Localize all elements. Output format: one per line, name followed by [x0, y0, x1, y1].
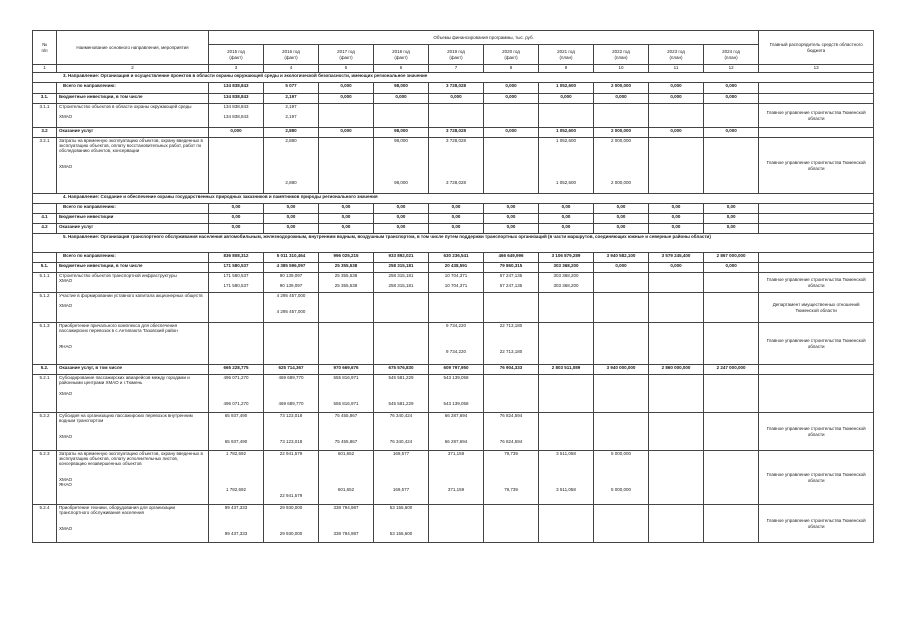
value-cell [649, 323, 704, 365]
header-row-index [33, 65, 874, 73]
value-cell [539, 293, 594, 323]
value-cell [429, 293, 484, 323]
value-cell [594, 505, 649, 543]
value-cell: 469 689,770 469 689,770 [264, 375, 319, 413]
value-cell [374, 323, 429, 365]
value-cell [484, 505, 539, 543]
value-cell: 2 867 000,000 [704, 253, 759, 263]
year-header-3: 2017 год (факт) [319, 45, 374, 65]
value-cell: 4 295 457,000 4 295 457,000 [264, 293, 319, 323]
value-cell [594, 375, 649, 413]
table-row-sub [33, 214, 874, 224]
value-cell: 1 052,600 1 052,600 [539, 138, 594, 194]
row-name: Строительство объектов в области охраны окружающей среды ХМАО [57, 104, 209, 128]
row-number: 5.1.3 [33, 323, 57, 365]
row-name: Всего по направлению: [57, 83, 209, 94]
table-row-sub [33, 128, 874, 138]
value-cell [429, 104, 484, 128]
value-cell: 0,00 [594, 214, 649, 224]
value-cell [209, 138, 264, 194]
value-cell [429, 505, 484, 543]
value-cell: 303 368,200 [539, 263, 594, 273]
value-cell: 5 000,000 5 000,000 [594, 451, 649, 505]
value-cell: 555 816,971 555 816,971 [319, 375, 374, 413]
responsible-cell: Главное управление строительства Тюменской области [759, 451, 874, 505]
table-row-item [33, 138, 874, 194]
value-cell: 970 669,676 [319, 365, 374, 375]
value-cell: 79,739 79,739 [484, 451, 539, 505]
row-number: 3.2.1 [33, 138, 57, 194]
value-cell: 601,652 601,652 [319, 451, 374, 505]
section-title: 3. Направление: Организация и осуществление проектов в области охраны окружающей среды и экологической безопасности, имеющих региональное значение [33, 73, 874, 83]
value-cell: 0,00 [264, 214, 319, 224]
value-cell: 22 713,180 22 713,180 [484, 323, 539, 365]
responsible-cell: Главное управление строительства Тюменской области [759, 138, 874, 194]
value-cell: 22 941,579 22 941,579 [264, 451, 319, 505]
table-row-total [33, 83, 874, 94]
value-cell: 0,000 [429, 94, 484, 104]
value-cell: 545 581,229 545 581,229 [374, 375, 429, 413]
index-cell-13: 13 [759, 65, 874, 73]
value-cell: 2,880 2,880 [264, 138, 319, 194]
value-cell: 0,00 [209, 204, 264, 214]
value-cell: 20 438,591 [429, 263, 484, 273]
table-row-total [33, 253, 874, 263]
value-cell: 0,000 [649, 263, 704, 273]
year-header-6: 2020 год (факт) [484, 45, 539, 65]
value-cell [704, 451, 759, 505]
value-cell: 98,000 [374, 128, 429, 138]
row-name: Оказание услуг, в том числе [57, 365, 209, 375]
responsible-cell: Главное управление строительства Тюменской области [759, 413, 874, 451]
value-cell: 0,000 [704, 263, 759, 273]
value-cell [649, 293, 704, 323]
value-cell: 836 808,312 [209, 253, 264, 263]
section-title: 5. Направление: Организация транспортного обслуживания населения автомобильным, железнодорожным, внутренним водным, воздушным транспортом, в том числе путем поддержки транспортных организаций (в части маршрутов, соединяющих южные и северные районы области) [33, 234, 874, 253]
value-cell: 57 247,135 57 247,135 [484, 273, 539, 293]
value-cell: 2,197 [264, 94, 319, 104]
row-name: Всего по направлению: [57, 204, 209, 214]
value-cell: 0,00 [484, 224, 539, 234]
col-name-header: Наименование основного направления, мероприятия [57, 31, 209, 65]
value-cell [594, 323, 649, 365]
value-cell: 134 838,843 [209, 94, 264, 104]
header-row-top [33, 31, 874, 45]
value-cell: 0,000 [704, 128, 759, 138]
value-cell: 0,00 [704, 214, 759, 224]
value-cell: 0,000 [539, 94, 594, 104]
value-cell: 134 838,843 [209, 83, 264, 94]
row-name: Бюджетные инвестиции, в том числе [57, 94, 209, 104]
value-cell: 0,000 [484, 94, 539, 104]
index-cell-12: 12 [704, 65, 759, 73]
value-cell: 258 315,181 258 315,181 [374, 273, 429, 293]
value-cell [374, 104, 429, 128]
value-cell [594, 273, 649, 293]
value-cell [374, 293, 429, 323]
value-cell [594, 413, 649, 451]
value-cell: 496 071,270 496 071,270 [209, 375, 264, 413]
responsible-cell [759, 224, 874, 234]
value-cell [539, 413, 594, 451]
value-cell [704, 413, 759, 451]
row-number: 5.1.1 [33, 273, 57, 293]
row-number: 4.2 [33, 224, 57, 234]
row-name: Бюджетные инвестиции, в том числе [57, 263, 209, 273]
value-cell: 73 123,018 73 123,018 [264, 413, 319, 451]
responsible-cell [759, 204, 874, 214]
row-name: Бюджетные инвестиции [57, 214, 209, 224]
value-cell: 0,000 [209, 128, 264, 138]
row-number: 3.1.1 [33, 104, 57, 128]
value-cell: 1 782,692 1 782,692 [209, 451, 264, 505]
value-cell: 3 728,028 [429, 128, 484, 138]
value-cell: 66 287,694 66 287,694 [429, 413, 484, 451]
row-number: 5.2.2 [33, 413, 57, 451]
col-no-header: № п/п [33, 31, 57, 65]
index-cell-8: 8 [484, 65, 539, 73]
value-cell: 0,00 [374, 204, 429, 214]
value-cell [539, 104, 594, 128]
value-cell: 169,577 169,577 [374, 451, 429, 505]
index-cell-2: 2 [57, 65, 209, 73]
value-cell [484, 104, 539, 128]
value-cell: 665 228,775 [209, 365, 264, 375]
value-cell: 0,00 [319, 204, 374, 214]
value-cell [539, 323, 594, 365]
financing-table [32, 30, 874, 543]
value-cell: 79 860,315 [484, 263, 539, 273]
value-cell [649, 375, 704, 413]
value-cell [649, 413, 704, 451]
value-cell: 0,000 [319, 83, 374, 94]
value-cell [594, 293, 649, 323]
table-row-section [33, 194, 874, 204]
row-number [33, 253, 57, 263]
year-header-1: 2015 год (факт) [209, 45, 264, 65]
row-number: 4.1 [33, 214, 57, 224]
table-row-section [33, 73, 874, 83]
responsible-cell [759, 375, 874, 413]
value-cell: 0,00 [374, 224, 429, 234]
value-cell: 25 355,538 [319, 263, 374, 273]
value-cell [484, 293, 539, 323]
value-cell: 75 455,867 75 455,867 [319, 413, 374, 451]
value-cell: 0,000 [704, 94, 759, 104]
value-cell [704, 104, 759, 128]
value-cell: 53 155,600 53 155,600 [374, 505, 429, 543]
value-cell: 3 106 879,289 [539, 253, 594, 263]
index-cell-4: 4 [264, 65, 319, 73]
value-cell: 3 940 582,100 [594, 253, 649, 263]
value-cell [484, 375, 539, 413]
value-cell: 5 077 [264, 83, 319, 94]
index-cell-6: 6 [374, 65, 429, 73]
row-name: Затраты на временную эксплуатацию объектов, охрану введенных в эксплуатацию объектов, оплату исполнительных листов, консервацию незавершенных объектов ХМАО ЯНАО [57, 451, 209, 505]
row-name: Оказание услуг [57, 224, 209, 234]
table-row-sub [33, 365, 874, 375]
value-cell: 25 355,538 25 355,538 [319, 273, 374, 293]
value-cell [319, 138, 374, 194]
value-cell: 996 025,215 [319, 253, 374, 263]
value-cell: 76 824,594 76 824,594 [484, 413, 539, 451]
value-cell: 0,00 [484, 214, 539, 224]
value-cell [649, 138, 704, 194]
value-cell: 134 838,843 134 838,843 [209, 104, 264, 128]
value-cell: 258 315,181 [374, 263, 429, 273]
row-name: Приобретение техники, оборудования для организации транспортного обслуживания населения ХМАО [57, 505, 209, 543]
value-cell: 3 940 000,000 [594, 365, 649, 375]
value-cell: 90 139,097 90 139,097 [264, 273, 319, 293]
value-cell: 1 052,600 [539, 83, 594, 94]
index-cell-3: 3 [209, 65, 264, 73]
row-number: 5.2.4 [33, 505, 57, 543]
row-name: Приобретение причального комплекса для обеспечения пассажирских перевозок в с.Антипаюта Тазовский район ЯНАО [57, 323, 209, 365]
year-header-7: 2021 год (план) [539, 45, 594, 65]
value-cell: 371,159 371,159 [429, 451, 484, 505]
value-cell: 0,000 [374, 94, 429, 104]
value-cell: 2 000,000 [594, 83, 649, 94]
value-cell: 0,00 [319, 214, 374, 224]
value-cell: 933 892,021 [374, 253, 429, 263]
value-cell [704, 375, 759, 413]
value-cell: 0,00 [649, 204, 704, 214]
value-cell: 171 580,537 171 580,537 [209, 273, 264, 293]
value-cell [704, 138, 759, 194]
value-cell: 0,00 [539, 214, 594, 224]
row-number: 5.1. [33, 263, 57, 273]
value-cell: 675 576,830 [374, 365, 429, 375]
value-cell [704, 273, 759, 293]
row-number: 5.1.2 [33, 293, 57, 323]
table-row-item [33, 323, 874, 365]
value-cell [209, 323, 264, 365]
responsible-cell [759, 128, 874, 138]
value-cell: 65 937,490 65 937,490 [209, 413, 264, 451]
value-cell: 0,00 [539, 204, 594, 214]
value-cell [594, 104, 649, 128]
col-volume-header: Объемы финансирования программы, тыс. руб. [209, 31, 759, 45]
year-header-5: 2019 год (факт) [429, 45, 484, 65]
value-cell: 3 511,058 3 511,058 [539, 451, 594, 505]
row-number [33, 83, 57, 94]
value-cell: 0,00 [704, 224, 759, 234]
table-row-item [33, 273, 874, 293]
row-number: 3.1. [33, 94, 57, 104]
value-cell: 0,000 [594, 94, 649, 104]
value-cell: 0,00 [429, 204, 484, 214]
value-cell: 171 580,537 [209, 263, 264, 273]
value-cell [649, 451, 704, 505]
value-cell [704, 293, 759, 323]
index-cell-10: 10 [594, 65, 649, 73]
year-header-4: 2018 год (факт) [374, 45, 429, 65]
value-cell: 0,00 [594, 224, 649, 234]
value-cell: 0,000 [319, 128, 374, 138]
responsible-cell: Департамент имущественных отношений Тюменской области [759, 293, 874, 323]
row-name: Строительство объектов транспортной инфраструктуры ХМАО [57, 273, 209, 293]
value-cell: 0,00 [209, 214, 264, 224]
value-cell: 0,000 [319, 94, 374, 104]
row-number: 5.2.1 [33, 375, 57, 413]
row-name: Субсидия на организацию пассажирских перевозок внутренним водным транспортом ХМАО [57, 413, 209, 451]
row-name: Участие в формировании уставного капитала акционерных обществ ХМАО [57, 293, 209, 323]
value-cell: 0,00 [264, 204, 319, 214]
value-cell: 2 860 000,000 [649, 365, 704, 375]
value-cell: 0,000 [649, 128, 704, 138]
row-number: 5.2. [33, 365, 57, 375]
value-cell: 2 247 000,000 [704, 365, 759, 375]
value-cell: 0,00 [649, 214, 704, 224]
index-cell-9: 9 [539, 65, 594, 73]
value-cell [264, 323, 319, 365]
responsible-cell [759, 83, 874, 94]
responsible-cell [759, 365, 874, 375]
table-row-item [33, 375, 874, 413]
row-number: 3.2 [33, 128, 57, 138]
value-cell: 3 728,028 [429, 83, 484, 94]
value-cell: 76 340,424 76 340,424 [374, 413, 429, 451]
value-cell: 3 728,028 3 728,028 [429, 138, 484, 194]
table-row-item [33, 293, 874, 323]
value-cell: 0,00 [429, 224, 484, 234]
value-cell [649, 273, 704, 293]
table-row-item [33, 451, 874, 505]
row-name: Оказание услуг [57, 128, 209, 138]
value-cell: 5 011 310,464 [264, 253, 319, 263]
table-row-item [33, 413, 874, 451]
value-cell: 98,000 98,000 [374, 138, 429, 194]
value-cell: 0,000 [484, 128, 539, 138]
value-cell [649, 104, 704, 128]
table-row-sub [33, 263, 874, 273]
year-header-2: 2016 год (факт) [264, 45, 319, 65]
value-cell: 1 052,600 [539, 128, 594, 138]
value-cell [704, 505, 759, 543]
row-number: 5.2.3 [33, 451, 57, 505]
value-cell [704, 323, 759, 365]
index-cell-1: 1 [33, 65, 57, 73]
value-cell [319, 104, 374, 128]
value-cell: 0,00 [429, 214, 484, 224]
index-cell-11: 11 [649, 65, 704, 73]
value-cell: 0,00 [374, 214, 429, 224]
value-cell [484, 138, 539, 194]
value-cell [539, 375, 594, 413]
table-row-item [33, 104, 874, 128]
col-responsible-header: Главный распорядитель средств областного бюджета [759, 31, 874, 65]
value-cell: 466 649,996 [484, 253, 539, 263]
value-cell: 630 236,541 [429, 253, 484, 263]
value-cell: 98,000 [374, 83, 429, 94]
value-cell: 0,00 [539, 224, 594, 234]
value-cell: 3 579 245,400 [649, 253, 704, 263]
table-row-section [33, 234, 874, 253]
value-cell: 0,000 [484, 83, 539, 94]
value-cell: 0,00 [264, 224, 319, 234]
value-cell: 76 904,333 [484, 365, 539, 375]
index-cell-7: 7 [429, 65, 484, 73]
value-cell: 543 139,058 543 139,058 [429, 375, 484, 413]
value-cell: 0,00 [649, 224, 704, 234]
value-cell: 2,197 2,197 [264, 104, 319, 128]
value-cell: 2 803 511,089 [539, 365, 594, 375]
index-cell-5: 5 [319, 65, 374, 73]
value-cell [319, 323, 374, 365]
year-header-8: 2022 год (план) [594, 45, 649, 65]
year-header-10: 2024 год (план) [704, 45, 759, 65]
value-cell: 625 714,367 [264, 365, 319, 375]
value-cell: 29 930,000 29 930,000 [264, 505, 319, 543]
value-cell: 0,00 [484, 204, 539, 214]
value-cell: 0,00 [704, 204, 759, 214]
value-cell: 2 000,000 2 000,000 [594, 138, 649, 194]
value-cell [649, 505, 704, 543]
responsible-cell: Главное управление строительства Тюменской области [759, 273, 874, 293]
value-cell: 338 794,987 338 794,987 [319, 505, 374, 543]
section-title: 4. Направление: Создание и обеспечение охраны государственных природных заказников и памятников природы регионального значения [33, 194, 874, 204]
value-cell: 0,00 [594, 204, 649, 214]
responsible-cell [759, 263, 874, 273]
value-cell: 0,000 [649, 94, 704, 104]
value-cell: 0,000 [594, 263, 649, 273]
row-name: Затраты на временную эксплуатацию объектов, охрану введенных в эксплуатацию объектов, оплату восстановительных работ, работ по обследованию объектов, консервации ХМАО [57, 138, 209, 194]
value-cell: 2 000,000 [594, 128, 649, 138]
value-cell [539, 505, 594, 543]
responsible-cell [759, 253, 874, 263]
value-cell: 4 385 596,097 [264, 263, 319, 273]
responsible-cell [759, 214, 874, 224]
value-cell: 9 734,220 9 734,220 [429, 323, 484, 365]
responsible-cell: Главное управление строительства Тюменской области [759, 323, 874, 365]
value-cell [209, 293, 264, 323]
row-name: Всего по направлению: [57, 253, 209, 263]
year-header-9: 2023 год (план) [649, 45, 704, 65]
table-row-sub [33, 224, 874, 234]
value-cell: 0,00 [319, 224, 374, 234]
value-cell: 2,880 [264, 128, 319, 138]
row-number [33, 204, 57, 214]
value-cell: 99 437,333 99 437,333 [209, 505, 264, 543]
value-cell: 0,000 [704, 83, 759, 94]
value-cell [319, 293, 374, 323]
value-cell: 0,00 [209, 224, 264, 234]
value-cell: 10 704,371 10 704,371 [429, 273, 484, 293]
value-cell: 303 368,200 303 368,200 [539, 273, 594, 293]
value-cell: 0,000 [649, 83, 704, 94]
table-row-item [33, 505, 874, 543]
responsible-cell [759, 94, 874, 104]
responsible-cell: Главное управление строительства Тюменской области [759, 104, 874, 128]
responsible-cell: Главное управление строительства Тюменской области [759, 505, 874, 543]
row-name: Субсидирование пассажирских авиарейсов между городами и районными центрами ХМАО и г.Тюмень ХМАО [57, 375, 209, 413]
table-row-total [33, 204, 874, 214]
table-row-sub [33, 94, 874, 104]
value-cell: 609 797,950 [429, 365, 484, 375]
